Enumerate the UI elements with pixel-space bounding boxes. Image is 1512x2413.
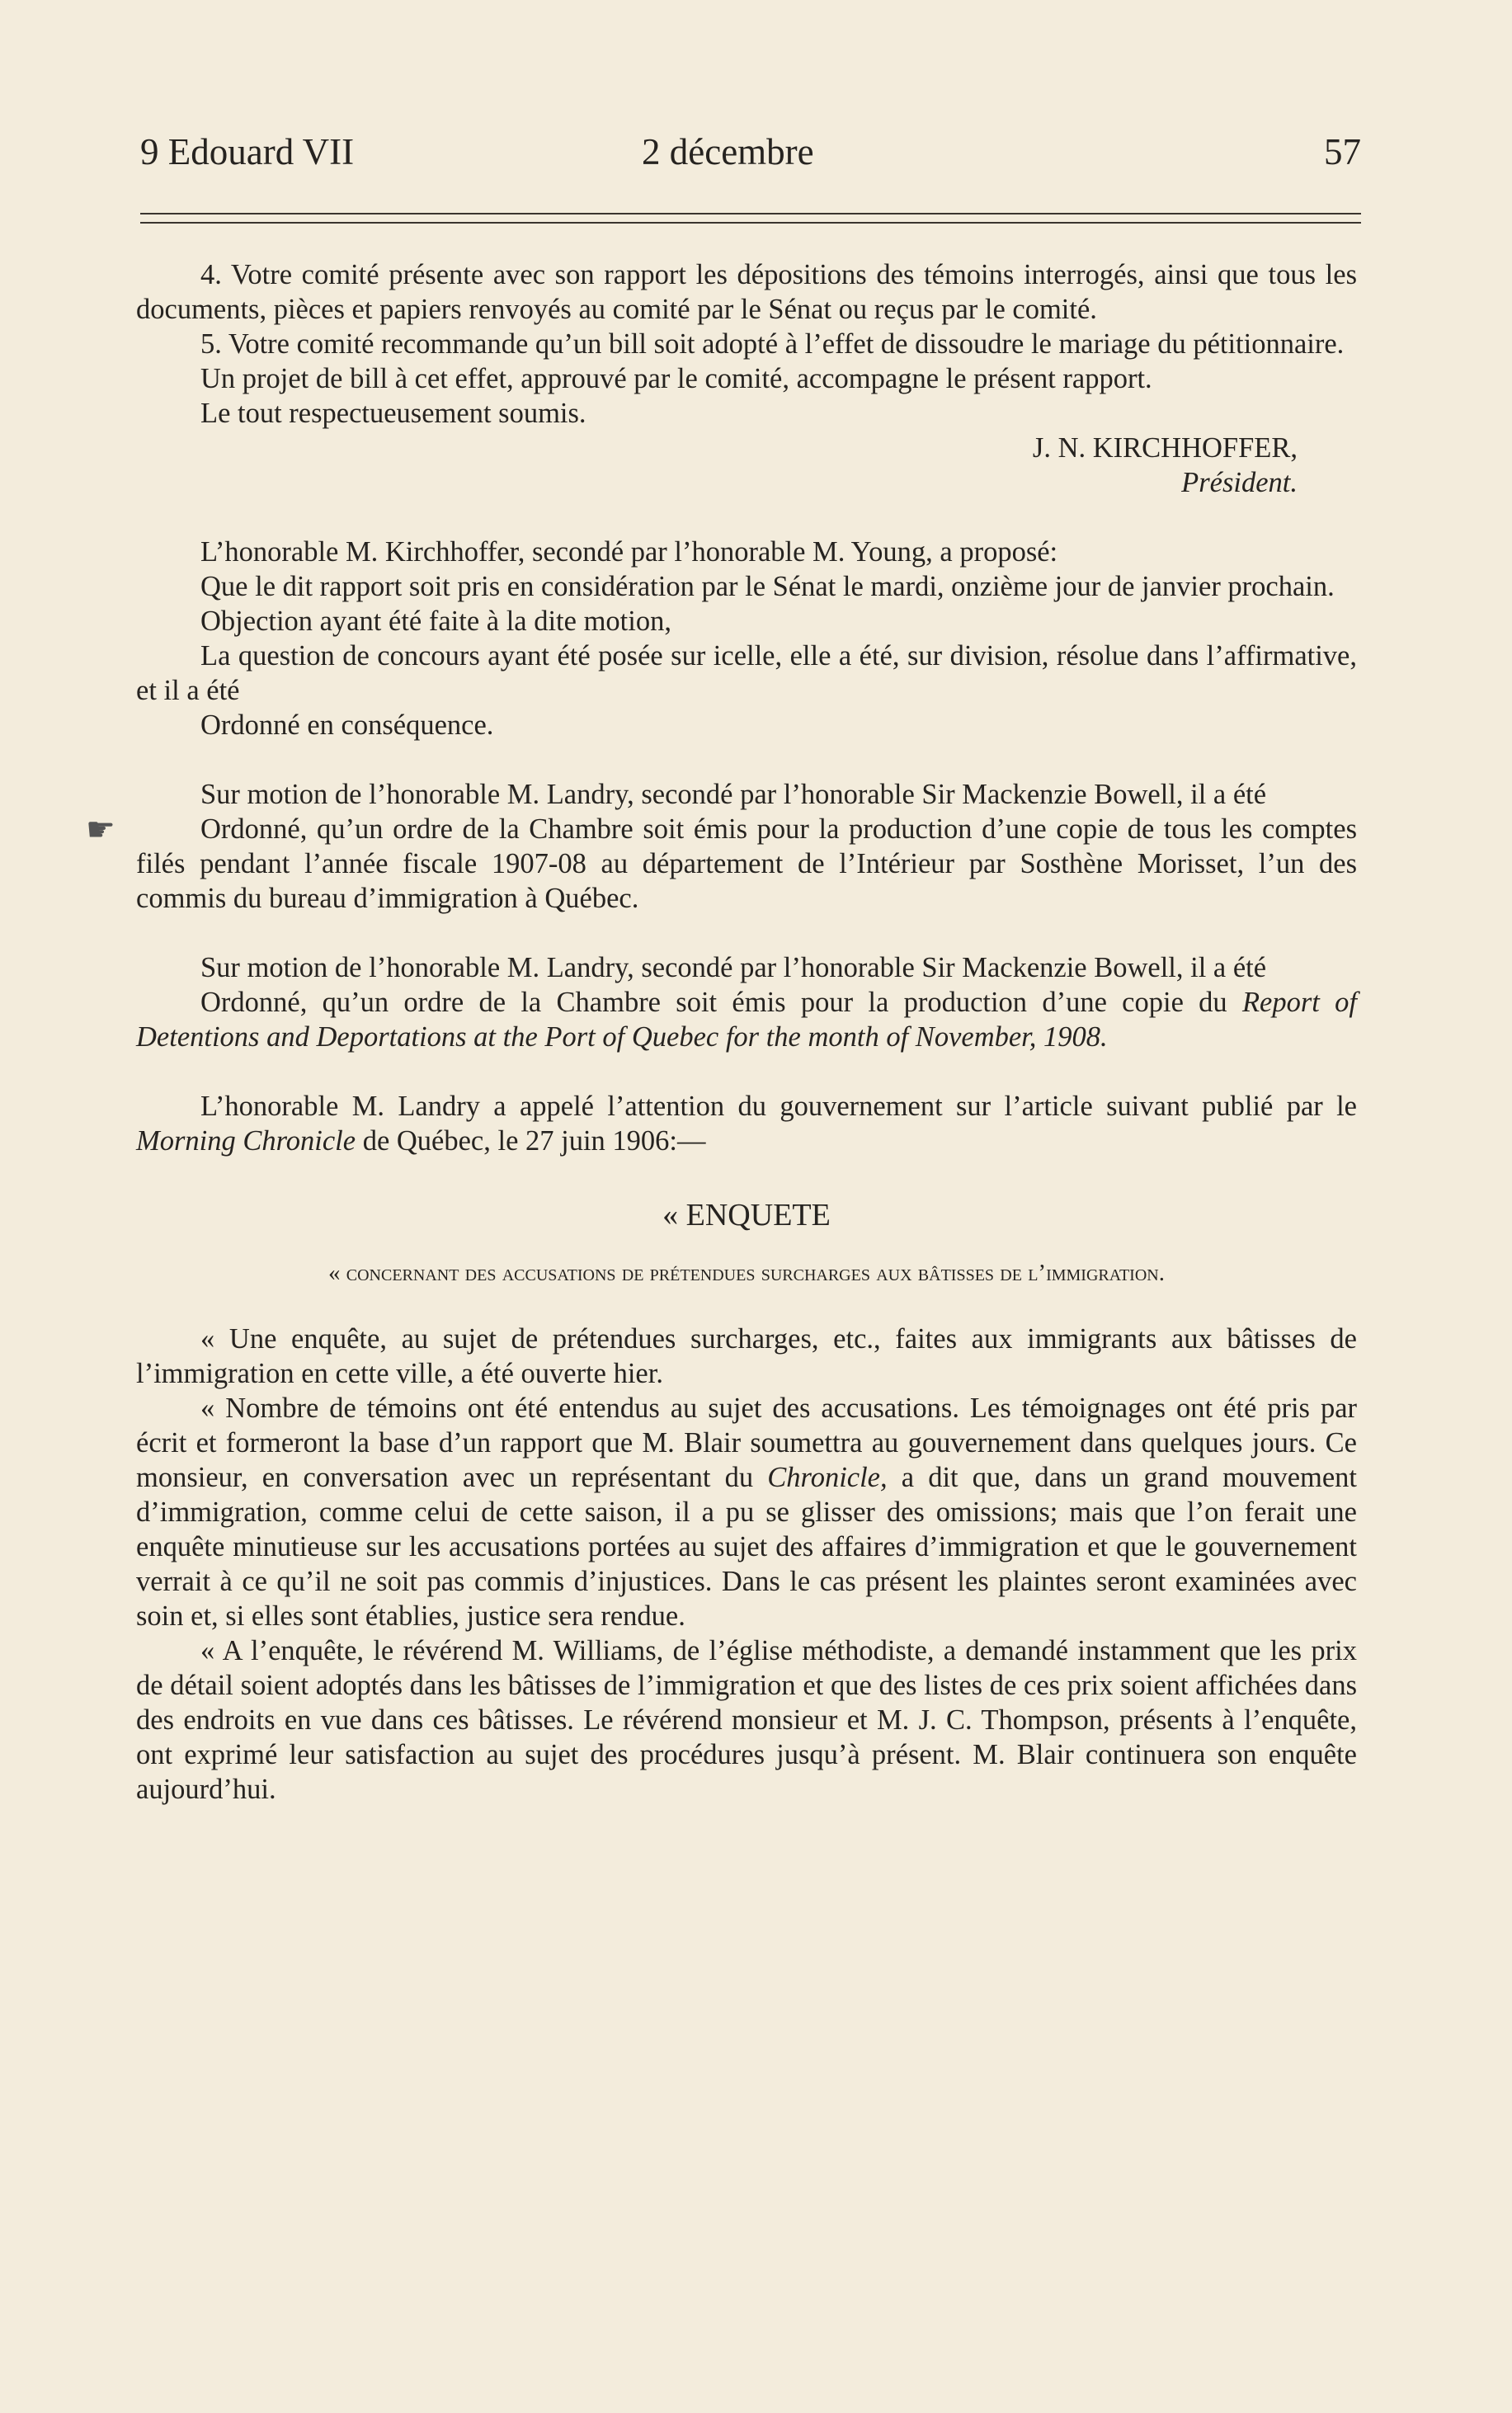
text-run: « Nombre de témoins ont été entendus au sujet des accusations. Les témoignages ont été pris par écrit et formeront la base d’un rapport que M. Blair soumettra au gouvernement dans quelques jours. Ce monsieur, en conversation avec un représentant du	[136, 1393, 1357, 1493]
text-run: de Québec, le 27 juin 1906:—	[356, 1125, 706, 1157]
signature-name: J. N. KIRCHHOFFER,	[1032, 432, 1298, 464]
paragraph: Le tout respectueusement soumis.	[200, 398, 586, 429]
text-run: a dit que, dans un grand mouvement d’immigration, comme celui de cette saison, il a pu se glisser des omissions; mais que l’on ferait une enquête minutieuse sur les accusations portées au sujet des affaires d’immigration et que le gouvernement verrait à ce qu’il ne soit pas commis d’injustices. Dans le cas présent les plaintes seront examinées avec soin et, si elles sont établies, justice sera rendue.	[136, 1462, 1357, 1632]
paragraph: L’honorable M. Kirchhoffer, secondé par l’honorable M. Young, a proposé:	[200, 536, 1058, 568]
quote-paragraph: « A l’enquête, le révérend M. Williams, de l’église méthodiste, a demandé instamment que les prix de détail soient adoptés dans les bâtisses de l’immigration et que des listes de ces prix soient affichées dans des endroits en vue dans ces bâtisses. Le révérend monsieur et M. J. C. Thompson, présents à l’enquête, ont exprimé leur satisfaction au sujet des procédures jusqu’à présent. M. Blair continuera son enquête aujourd’hui.	[136, 1635, 1357, 1805]
quote-paragraph: « Une enquête, au sujet de prétendues surcharges, etc., faites aux immigrants aux bâtisses de l’immigration en cette ville, a été ouverte hier.	[136, 1323, 1357, 1389]
paragraph: Un projet de bill à cet effet, approuvé par le comité, accompagne le présent rapport.	[200, 363, 1152, 394]
paragraph: 5. Votre comité recommande qu’un bill soit adopté à l’effet de dissoudre le mariage du pétitionnaire.	[200, 328, 1345, 360]
quote-paragraph	[136, 1391, 1357, 1633]
header-rule-top	[140, 213, 1361, 214]
article-title: « ENQUETE	[662, 1198, 831, 1232]
paragraph: Ordonné en conséquence.	[200, 709, 494, 741]
italic-title: Report of Detentions and Deportations at the Port of Quebec for the month of November, 1908.	[136, 987, 1358, 1053]
paragraph: Objection ayant été faite à la dite motion,	[200, 606, 671, 637]
signature-title: Président.	[1181, 467, 1298, 498]
newspaper-name: Morning Chronicle	[136, 1125, 356, 1157]
newspaper-name: Chronicle,	[767, 1462, 888, 1493]
paragraph	[136, 1089, 1357, 1158]
paragraph: Sur motion de l’honorable M. Landry, secondé par l’honorable Sir Mackenzie Bowell, il a été	[200, 779, 1267, 810]
hand-pointer-icon: ☛	[86, 811, 115, 848]
paragraph: La question de concours ayant été posée sur icelle, elle a été, sur division, résolue dans l’affirmative, et il a été	[136, 640, 1357, 706]
header-date: 2 décembre	[642, 131, 814, 172]
page-body	[136, 257, 1357, 1807]
header-rule-bottom	[140, 222, 1361, 224]
page-number: 57	[1324, 131, 1361, 172]
article-subtitle: « concernant des accusations de prétendues surcharges aux bâtisses de l’immigration.	[328, 1260, 1165, 1286]
text-run: L’honorable M. Landry a appelé l’attention du gouvernement sur l’article suivant publié par le	[200, 1091, 1357, 1122]
header-regnal-year: 9 Edouard VII	[140, 131, 355, 172]
paragraph: Sur motion de l’honorable M. Landry, secondé par l’honorable Sir Mackenzie Bowell, il a été	[200, 952, 1267, 983]
paragraph: Que le dit rapport soit pris en considération par le Sénat le mardi, onzième jour de janvier prochain.	[200, 571, 1335, 602]
paragraph	[136, 985, 1357, 1054]
paragraph: 4. Votre comité présente avec son rapport les dépositions des témoins interrogés, ainsi que tous les documents, pièces et papiers renvoyés au comité par le Sénat ou reçus par le comité.	[136, 259, 1357, 325]
paragraph: Ordonné, qu’un ordre de la Chambre soit émis pour la production d’une copie de tous les comptes filés pendant l’année fiscale 1907-08 au département de l’Intérieur par Sosthène Morisset, l’un des commis du bureau d’immigration à Québec.	[136, 813, 1357, 914]
page-header	[140, 130, 1361, 180]
text-run: Ordonné, qu’un ordre de la Chambre soit émis pour la production d’une copie du	[200, 987, 1242, 1018]
